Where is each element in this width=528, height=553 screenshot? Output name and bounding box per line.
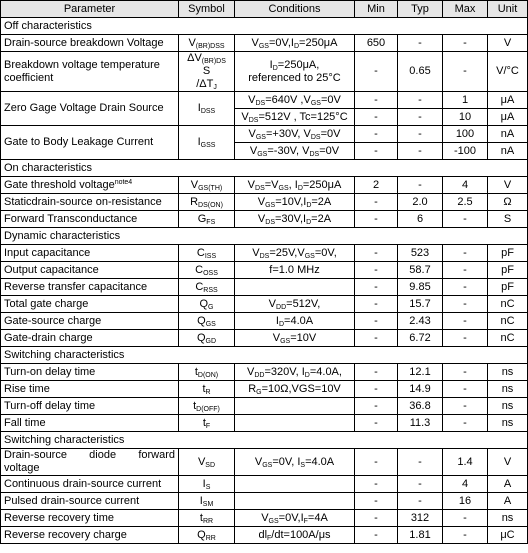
symbol-cell: $G_{FS}$ — [179, 211, 235, 228]
parameter-cell: Gate to Body Leakage Current — [1, 126, 179, 160]
symbol-cell: $I_{DSS}$ — [179, 92, 235, 126]
unit-cell: S — [488, 211, 528, 228]
max-cell: - — [443, 211, 488, 228]
unit-cell: V — [488, 177, 528, 194]
conditions-cell: $V_{DS}=512V$ , Tc=125°C — [235, 109, 355, 126]
parameter-cell: Breakdown voltage temperature coefficient — [1, 52, 179, 92]
unit-cell: nA — [488, 126, 528, 143]
typ-cell: 15.7 — [398, 296, 443, 313]
max-cell: - — [443, 527, 488, 544]
conditions-cell — [235, 493, 355, 510]
unit-cell: V — [488, 449, 528, 476]
unit-cell: Ω — [488, 194, 528, 211]
symbol-cell: $R_{DS(ON)}$ — [179, 194, 235, 211]
symbol-cell: $t_{D(ON)}$ — [179, 364, 235, 381]
typ-cell: - — [398, 476, 443, 493]
parameter-cell: Staticdrain-source on-resistance — [1, 194, 179, 211]
symbol-cell: $Q_G$ — [179, 296, 235, 313]
min-cell: - — [355, 52, 398, 92]
table-row — [1, 245, 528, 262]
min-cell: - — [355, 364, 398, 381]
typ-cell: 6 — [398, 211, 443, 228]
conditions-cell: $V_{DS}=25V,V_{GS}=0V$, — [235, 245, 355, 262]
unit-cell: nC — [488, 296, 528, 313]
typ-cell: 58.7 — [398, 262, 443, 279]
unit-cell: V/°C — [488, 52, 528, 92]
unit-cell: pF — [488, 262, 528, 279]
section-row — [1, 432, 528, 449]
unit-cell: pF — [488, 245, 528, 262]
min-cell: - — [355, 330, 398, 347]
conditions-cell: $R_G=10\Omega,VGS=10V$ — [235, 381, 355, 398]
typ-cell: 0.65 — [398, 52, 443, 92]
symbol-cell: $C_{ISS}$ — [179, 245, 235, 262]
parameter-cell: Output capacitance — [1, 262, 179, 279]
section-row — [1, 18, 528, 35]
typ-cell: 36.8 — [398, 398, 443, 415]
table-row — [1, 262, 528, 279]
max-cell: - — [443, 279, 488, 296]
max-cell: - — [443, 262, 488, 279]
parameter-cell: Total gate charge — [1, 296, 179, 313]
typ-cell: 6.72 — [398, 330, 443, 347]
conditions-cell: $I_D=250\mu A$, referenced to 25°C — [235, 52, 355, 92]
conditions-cell: $V_{DS}=640V$ $,V_{GS}=0V$ — [235, 92, 355, 109]
typ-cell: - — [398, 92, 443, 109]
min-cell: - — [355, 313, 398, 330]
table-row — [1, 510, 528, 527]
col-parameter: Parameter — [1, 1, 179, 18]
min-cell: - — [355, 143, 398, 160]
unit-cell: ns — [488, 381, 528, 398]
min-cell: - — [355, 279, 398, 296]
conditions-cell: f=1.0 MHz — [235, 262, 355, 279]
parameter-cell: Rise time — [1, 381, 179, 398]
unit-cell: pF — [488, 279, 528, 296]
table-row — [1, 493, 528, 510]
conditions-cell: $V_{DD}=320V$, $I_D=4.0A$, — [235, 364, 355, 381]
symbol-cell: $V_{GS(TH)}$ — [179, 177, 235, 194]
typ-cell: 1.81 — [398, 527, 443, 544]
conditions-cell: $V_{GS}=10V,I_D=2A$ — [235, 194, 355, 211]
table-row — [1, 296, 528, 313]
max-cell: - — [443, 245, 488, 262]
conditions-cell: $V_{GS}=0V$, $I_S=4.0A$ — [235, 449, 355, 476]
max-cell: 10 — [443, 109, 488, 126]
parameter-cell: Reverse recovery time — [1, 510, 179, 527]
symbol-cell: $t_F$ — [179, 415, 235, 432]
parameter-cell: Forward Transconductance — [1, 211, 179, 228]
section-title: Switching characteristics — [1, 432, 528, 449]
parameter-cell: Pulsed drain-source current — [1, 493, 179, 510]
header-row — [1, 1, 528, 18]
max-cell: - — [443, 52, 488, 92]
unit-cell: ns — [488, 510, 528, 527]
min-cell: - — [355, 381, 398, 398]
section-title: Switching characteristics — [1, 347, 528, 364]
min-cell: - — [355, 449, 398, 476]
unit-cell: μC — [488, 527, 528, 544]
table-row — [1, 449, 528, 476]
table-row — [1, 415, 528, 432]
conditions-cell: $I_D=4.0A$ — [235, 313, 355, 330]
parameter-cell: Reverse recovery charge — [1, 527, 179, 544]
parameter-cell: Fall time — [1, 415, 179, 432]
section-row — [1, 228, 528, 245]
typ-cell: 312 — [398, 510, 443, 527]
section-row — [1, 347, 528, 364]
unit-cell: ns — [488, 364, 528, 381]
min-cell: - — [355, 398, 398, 415]
parameter-cell: Continuous drain-source current — [1, 476, 179, 493]
max-cell: 1 — [443, 92, 488, 109]
table-row — [1, 52, 528, 92]
max-cell: - — [443, 381, 488, 398]
conditions-cell: $V_{GS}=-30V$, $V_{DS}=0V$ — [235, 143, 355, 160]
section-title: On characteristics — [1, 160, 528, 177]
table-row — [1, 313, 528, 330]
unit-cell: nC — [488, 313, 528, 330]
typ-cell: 12.1 — [398, 364, 443, 381]
min-cell: - — [355, 262, 398, 279]
max-cell: 1.4 — [443, 449, 488, 476]
symbol-cell: $Q_{GS}$ — [179, 313, 235, 330]
unit-cell: nA — [488, 143, 528, 160]
parameter-cell: Gate-drain charge — [1, 330, 179, 347]
min-cell: - — [355, 194, 398, 211]
conditions-cell — [235, 279, 355, 296]
unit-cell: A — [488, 493, 528, 510]
parameter-cell: Turn-off delay time — [1, 398, 179, 415]
min-cell: - — [355, 109, 398, 126]
symbol-cell: $t_{D(OFF)}$ — [179, 398, 235, 415]
unit-cell: V — [488, 35, 528, 52]
max-cell: - — [443, 364, 488, 381]
min-cell: - — [355, 211, 398, 228]
symbol-cell: $t_{RR}$ — [179, 510, 235, 527]
min-cell: - — [355, 493, 398, 510]
typ-cell: - — [398, 109, 443, 126]
max-cell: -100 — [443, 143, 488, 160]
min-cell: - — [355, 296, 398, 313]
typ-cell: - — [398, 126, 443, 143]
conditions-cell — [235, 476, 355, 493]
max-cell: - — [443, 415, 488, 432]
table-row — [1, 330, 528, 347]
symbol-cell: $\Delta V_{(BR)DS}$ S $/\Delta T_J$ — [179, 52, 235, 92]
typ-cell: - — [398, 35, 443, 52]
max-cell: - — [443, 313, 488, 330]
table-row — [1, 211, 528, 228]
min-cell: 2 — [355, 177, 398, 194]
parameter-cell: Turn-on delay time — [1, 364, 179, 381]
conditions-cell: $V_{DD}=512V$, — [235, 296, 355, 313]
min-cell: - — [355, 476, 398, 493]
col-conditions: Conditions — [235, 1, 355, 18]
symbol-cell: $t_R$ — [179, 381, 235, 398]
conditions-cell: $V_{DS}=30V,I_D=2A$ — [235, 211, 355, 228]
typ-cell: 9.85 — [398, 279, 443, 296]
typ-cell: - — [398, 493, 443, 510]
table-row — [1, 92, 528, 109]
col-unit: Unit — [488, 1, 528, 18]
unit-cell: ns — [488, 398, 528, 415]
max-cell: 2.5 — [443, 194, 488, 211]
conditions-cell — [235, 415, 355, 432]
max-cell: - — [443, 510, 488, 527]
max-cell: - — [443, 296, 488, 313]
section-title: Off characteristics — [1, 18, 528, 35]
symbol-cell: $Q_{GD}$ — [179, 330, 235, 347]
max-cell: - — [443, 35, 488, 52]
parameter-cell: Drain-source diode forward voltage — [1, 449, 179, 476]
min-cell: - — [355, 510, 398, 527]
conditions-cell: $V_{DS}=V_{GS}$, $I_D=250\mu A$ — [235, 177, 355, 194]
symbol-cell: $V_{(BR)DSS}$ — [179, 35, 235, 52]
symbol-cell: $C_{RSS}$ — [179, 279, 235, 296]
col-min: Min — [355, 1, 398, 18]
parameter-cell: Zero Gage Voltage Drain Source — [1, 92, 179, 126]
table-row — [1, 194, 528, 211]
max-cell: 4 — [443, 476, 488, 493]
symbol-cell: $I_S$ — [179, 476, 235, 493]
max-cell: 16 — [443, 493, 488, 510]
conditions-cell: $V_{GS}=0V,I_F=4A$ — [235, 510, 355, 527]
min-cell: - — [355, 527, 398, 544]
conditions-cell: $dl_F/dt=100A/\mu s$ — [235, 527, 355, 544]
section-title: Dynamic characteristics — [1, 228, 528, 245]
conditions-cell: $V_{GS}=10V$ — [235, 330, 355, 347]
typ-cell: 11.3 — [398, 415, 443, 432]
parameter-cell: Gate threshold voltage$^{note4}$ — [1, 177, 179, 194]
parameter-cell: Drain-source breakdown Voltage — [1, 35, 179, 52]
max-cell: 4 — [443, 177, 488, 194]
symbol-cell: $C_{OSS}$ — [179, 262, 235, 279]
symbol-cell: $I_{GSS}$ — [179, 126, 235, 160]
parameter-cell: Input capacitance — [1, 245, 179, 262]
min-cell: 650 — [355, 35, 398, 52]
table-row — [1, 364, 528, 381]
typ-cell: 523 — [398, 245, 443, 262]
min-cell: - — [355, 126, 398, 143]
unit-cell: μA — [488, 109, 528, 126]
col-typ: Typ — [398, 1, 443, 18]
typ-cell: 2.0 — [398, 194, 443, 211]
col-max: Max — [443, 1, 488, 18]
parameter-cell: Gate-source charge — [1, 313, 179, 330]
typ-cell: 2.43 — [398, 313, 443, 330]
symbol-cell: $Q_{RR}$ — [179, 527, 235, 544]
max-cell: - — [443, 398, 488, 415]
typ-cell: - — [398, 143, 443, 160]
unit-cell: ns — [488, 415, 528, 432]
symbol-cell: $V_{SD}$ — [179, 449, 235, 476]
col-symbol: Symbol — [179, 1, 235, 18]
typ-cell: - — [398, 449, 443, 476]
conditions-cell: $V_{GS}=0V,I_D=250\mu A$ — [235, 35, 355, 52]
table-row — [1, 177, 528, 194]
section-row — [1, 160, 528, 177]
unit-cell: A — [488, 476, 528, 493]
table-row — [1, 398, 528, 415]
unit-cell: nC — [488, 330, 528, 347]
min-cell: - — [355, 92, 398, 109]
max-cell: - — [443, 330, 488, 347]
typ-cell: - — [398, 177, 443, 194]
conditions-cell: $V_{GS}=+30V$, $V_{DS}=0V$ — [235, 126, 355, 143]
conditions-cell — [235, 398, 355, 415]
table-row — [1, 126, 528, 143]
typ-cell: 14.9 — [398, 381, 443, 398]
unit-cell: μA — [488, 92, 528, 109]
parameter-cell: Reverse transfer capacitance — [1, 279, 179, 296]
min-cell: - — [355, 245, 398, 262]
min-cell: - — [355, 415, 398, 432]
table-row — [1, 279, 528, 296]
max-cell: 100 — [443, 126, 488, 143]
symbol-cell: $I_{SM}$ — [179, 493, 235, 510]
table-row — [1, 381, 528, 398]
table-row — [1, 35, 528, 52]
table-row — [1, 476, 528, 493]
table-row — [1, 527, 528, 544]
